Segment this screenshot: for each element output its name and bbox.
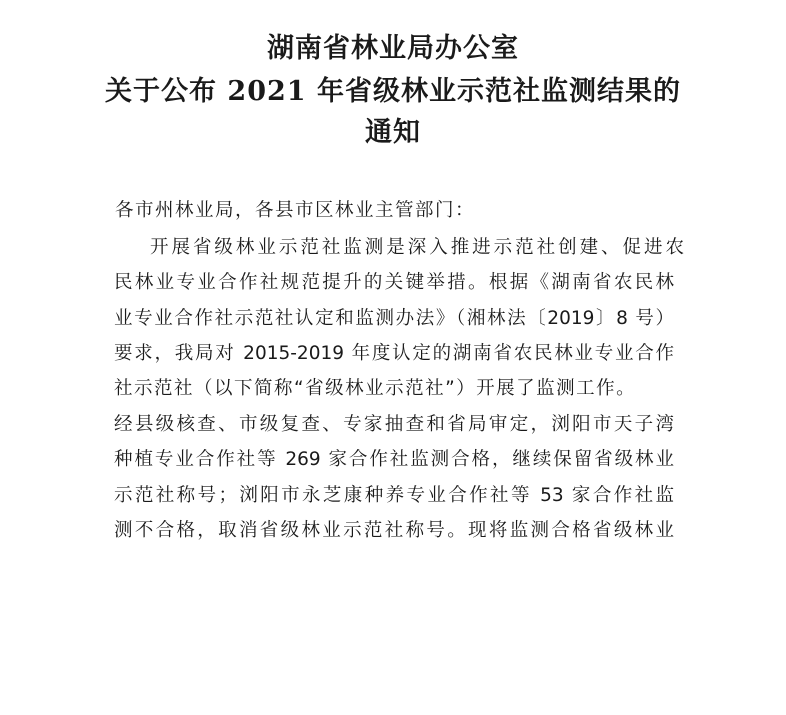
body-line-3: 业专业合作社示范社认定和监测办法》（湘林法〔2019〕8 号） bbox=[114, 308, 674, 329]
document-title-line-2: 关于公布 2021 年省级林业示范社监测结果的 bbox=[105, 76, 681, 107]
body-line-2: 民林业专业合作社规范提升的关键举措。根据《湖南省农民林 bbox=[114, 272, 674, 293]
body-line-1: 开展省级林业示范社监测是深入推进示范社创建、促进农 bbox=[150, 237, 684, 258]
body-line-8: 示范社称号；浏阳市永芝康种养专业合作社等 53 家合作社监 bbox=[114, 485, 674, 506]
body-line-7: 种植专业合作社等 269 家合作社监测合格，继续保留省级林业 bbox=[114, 449, 674, 470]
body-line-4: 要求，我局对 2015-2019 年度认定的湖南省农民林业专业合作 bbox=[114, 343, 674, 364]
document-title-line-1: 湖南省林业局办公室 bbox=[267, 33, 519, 64]
body-line-5: 社示范社（以下简称“省级林业示范社”）开展了监测工作。 bbox=[114, 378, 637, 399]
salutation: 各市州林业局，各县市区林业主管部门： bbox=[115, 200, 476, 221]
document-title-line-3: 通知 bbox=[365, 117, 421, 148]
body-line-9: 测不合格，取消省级林业示范社称号。现将监测合格省级林业 bbox=[114, 520, 674, 541]
body-line-6: 经县级核查、市级复查、专家抽查和省局审定，浏阳市天子湾 bbox=[114, 414, 674, 435]
